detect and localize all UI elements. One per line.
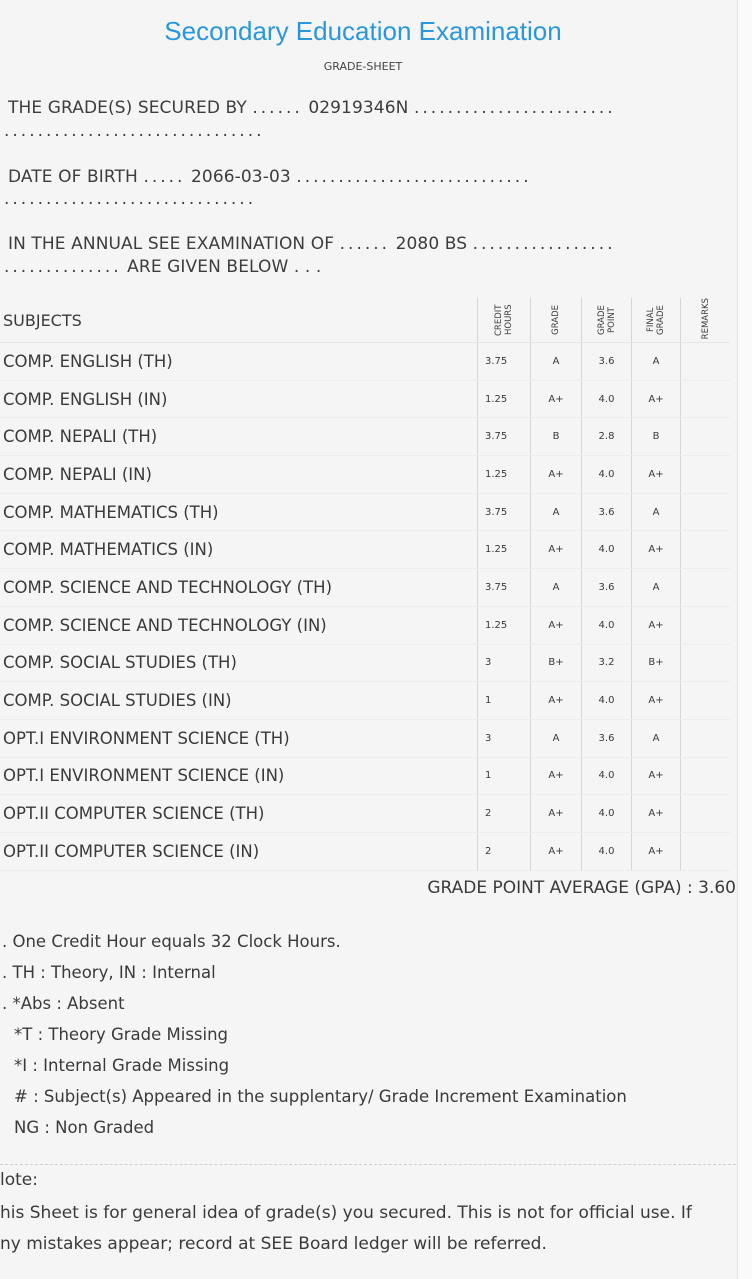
secured-by-label: THE GRADE(S) SECURED BY [8,98,247,118]
grade-point-cell: 4.0 [581,758,631,795]
divider [0,1164,736,1165]
table-row [0,720,730,758]
grade-point-cell: 4.0 [581,607,631,644]
subject-cell: COMP. SCIENCE AND TECHNOLOGY (TH) [3,577,333,597]
dotted-filler: ............................... [4,121,265,141]
exam-label: IN THE ANNUAL SEE EXAMINATION OF [8,234,335,254]
header-credit-hours-cell [477,298,529,342]
subject-cell: COMP. ENGLISH (TH) [3,351,173,371]
note-item: . *Abs : Absent [2,994,125,1013]
exam-year: 2080 BS [395,234,468,254]
header-credit-hours: CREDIT HOURS [493,304,514,336]
grade-cell: A+ [530,381,581,418]
remarks-cell [680,531,731,568]
final-grade-cell: A+ [631,758,680,795]
page-edge [737,0,752,1279]
symbol-number: 02919346N [308,98,409,118]
subject-cell: COMP. ENGLISH (IN) [3,389,168,409]
credit-hours-cell: 3 [477,645,529,682]
grade-cell: B+ [530,645,581,682]
note-item: # : Subject(s) Appeared in the supplentary/ Grade Increment Examination [14,1087,627,1106]
subject-cell: OPT.I ENVIRONMENT SCIENCE (IN) [3,766,285,786]
remarks-cell [680,381,731,418]
table-row [0,833,730,871]
grade-cell: A+ [530,607,581,644]
credit-hours-cell: 2 [477,833,529,870]
final-grade-cell: A+ [631,833,680,870]
final-grade-cell: A+ [631,381,680,418]
final-grade-cell: A [631,494,680,531]
grade-point-cell: 3.6 [581,343,631,380]
grade-point-cell: 4.0 [581,456,631,493]
final-grade-cell: B+ [631,645,680,682]
final-grade-cell: A+ [631,456,680,493]
remarks-cell [680,758,731,795]
header-grade-point: GRADE POINT [596,305,617,335]
gpa-label: GRADE POINT AVERAGE (GPA) : [427,878,693,898]
given-below-line: .............. ARE GIVEN BELOW . . . [4,257,322,277]
table-row [0,381,730,419]
remarks-cell [680,795,731,832]
credit-hours-cell: 1.25 [477,531,529,568]
dob-value: 2066-03-03 [190,167,291,187]
table-row [0,607,730,645]
grade-cell: A+ [530,833,581,870]
subject-cell: COMP. SOCIAL STUDIES (IN) [3,691,232,711]
header-remarks-cell [680,298,731,342]
grade-cell: A+ [530,456,581,493]
dob-line: DATE OF BIRTH ..... 2066-03-03 ............................ [8,167,532,187]
gpa-line [427,878,736,898]
header-final-grade-cell [631,298,680,342]
subject-cell: COMP. SCIENCE AND TECHNOLOGY (IN) [3,615,327,635]
grade-point-cell: 3.6 [581,569,631,606]
final-grade-cell: A+ [631,607,680,644]
table-header [0,298,730,343]
remarks-cell [680,682,731,719]
page-subtitle: GRADE-SHEET [323,60,403,73]
table-row [0,795,730,833]
credit-hours-cell: 3.75 [477,418,529,455]
subject-cell: COMP. SOCIAL STUDIES (TH) [3,653,237,673]
remarks-cell [680,645,731,682]
grade-point-cell: 4.0 [581,833,631,870]
credit-hours-cell: 1 [477,758,529,795]
subject-cell: COMP. NEPALI (TH) [3,427,158,447]
note-item: . One Credit Hour equals 32 Clock Hours. [2,932,341,951]
final-grade-cell: A [631,569,680,606]
dob-label: DATE OF BIRTH [8,167,138,187]
subject-cell: OPT.I ENVIRONMENT SCIENCE (TH) [3,728,290,748]
remarks-cell [680,720,731,757]
table-row [0,645,730,683]
gpa-value: 3.60 [698,878,736,898]
remarks-cell [680,418,731,455]
table-row [0,494,730,532]
header-final-grade: FINAL GRADE [646,305,666,335]
grade-point-cell: 3.2 [581,645,631,682]
grade-point-cell: 3.6 [581,720,631,757]
exam-line: IN THE ANNUAL SEE EXAMINATION OF ...... 2080 BS ................. [8,234,616,254]
credit-hours-cell: 1.25 [477,381,529,418]
header-remarks: REMARKS [701,298,711,340]
credit-hours-cell: 2 [477,795,529,832]
remarks-cell [680,343,731,380]
final-grade-cell: B [631,418,680,455]
remarks-cell [680,833,731,870]
grade-cell: A+ [530,531,581,568]
footer-line-1: his Sheet is for general idea of grade(s) you secured. This is not for official use. If [0,1203,692,1223]
credit-hours-cell: 3 [477,720,529,757]
grade-point-cell: 4.0 [581,682,631,719]
grade-cell: A [530,494,581,531]
remarks-cell [680,494,731,531]
credit-hours-cell: 3.75 [477,569,529,606]
header-grade-cell [530,298,581,342]
grade-cell: A+ [530,682,581,719]
table-row [0,569,730,607]
dotted-filler: .............................. [4,189,257,209]
grades-table [0,298,730,871]
grade-point-cell: 4.0 [581,531,631,568]
credit-hours-cell: 1 [477,682,529,719]
grade-cell: A+ [530,758,581,795]
table-row [0,682,730,720]
table-body [0,343,730,871]
table-row [0,343,730,381]
note-item: NG : Non Graded [14,1118,155,1137]
grade-cell: B [530,418,581,455]
page-title: Secondary Education Examination [164,16,562,46]
final-grade-cell: A+ [631,682,680,719]
remarks-cell [680,456,731,493]
grade-cell: A+ [530,795,581,832]
note-item: . TH : Theory, IN : Internal [2,963,216,982]
grade-cell: A [530,569,581,606]
subject-cell: OPT.II COMPUTER SCIENCE (TH) [3,804,265,824]
secured-by-line: THE GRADE(S) SECURED BY ...... 02919346N ........................ [8,98,616,118]
note-item: *T : Theory Grade Missing [14,1025,229,1044]
table-row [0,418,730,456]
header-grade-point-cell [581,298,631,342]
table-row [0,758,730,796]
credit-hours-cell: 3.75 [477,343,529,380]
remarks-cell [680,569,731,606]
footer-note-label: lote: [0,1170,38,1190]
final-grade-cell: A [631,720,680,757]
grade-point-cell: 4.0 [581,795,631,832]
footer-line-2: ny mistakes appear; record at SEE Board ledger will be referred. [0,1234,547,1254]
table-row [0,456,730,494]
subject-cell: COMP. MATHEMATICS (TH) [3,502,219,522]
credit-hours-cell: 1.25 [477,607,529,644]
grade-point-cell: 3.6 [581,494,631,531]
header-grade: GRADE [551,305,561,335]
final-grade-cell: A+ [631,531,680,568]
subject-cell: COMP. NEPALI (IN) [3,464,152,484]
final-grade-cell: A [631,343,680,380]
grade-cell: A [530,720,581,757]
header-subjects: SUBJECTS [3,310,82,330]
table-row [0,531,730,569]
note-item: *I : Internal Grade Missing [14,1056,230,1075]
given-below-text: ARE GIVEN BELOW . . . [127,257,322,277]
remarks-cell [680,607,731,644]
subject-cell: OPT.II COMPUTER SCIENCE (IN) [3,841,260,861]
grade-point-cell: 4.0 [581,381,631,418]
grade-point-cell: 2.8 [581,418,631,455]
subject-cell: COMP. MATHEMATICS (IN) [3,540,214,560]
credit-hours-cell: 3.75 [477,494,529,531]
final-grade-cell: A+ [631,795,680,832]
grade-cell: A [530,343,581,380]
credit-hours-cell: 1.25 [477,456,529,493]
